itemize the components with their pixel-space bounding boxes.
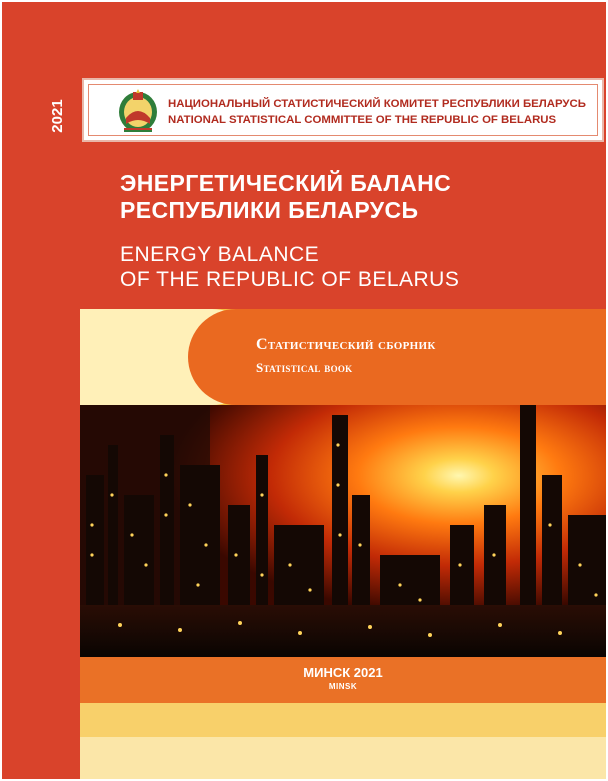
book-cover — [2, 2, 606, 779]
city-year-ru: МИНСК 2021 — [303, 665, 383, 680]
organization-name-en: NATIONAL STATISTICAL COMMITTEE OF THE REPUBLIC OF BELARUS — [168, 114, 557, 126]
year-vertical: 2021 — [49, 99, 66, 133]
organization-name-ru: НАЦИОНАЛЬНЫЙ СТАТИСТИЧЕСКИЙ КОМИТЕТ РЕСПУБЛИКИ БЕЛАРУСЬ — [168, 98, 586, 110]
city-en: MINSK — [328, 682, 358, 691]
title-ru-line-1: ЭНЕРГЕТИЧЕСКИЙ БАЛАНС — [120, 170, 452, 196]
series-label-ru: Статистический сборник — [256, 336, 436, 353]
series-label-en: Statistical book — [256, 360, 353, 375]
imprint-text — [80, 2, 606, 779]
title-en-line-2: OF THE REPUBLIC OF BELARUS — [120, 268, 460, 291]
title-en-line-1: ENERGY BALANCE — [120, 243, 320, 266]
title-ru-line-2: РЕСПУБЛИКИ БЕЛАРУСЬ — [120, 197, 419, 223]
